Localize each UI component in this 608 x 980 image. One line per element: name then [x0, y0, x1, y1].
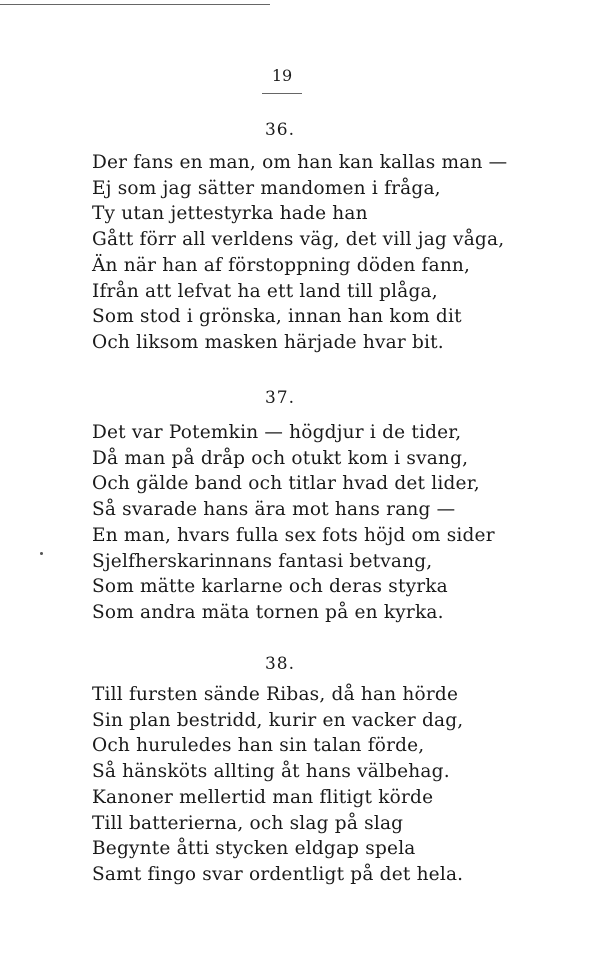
verse-line: En man, hvars fulla sex fots höjd om sider [92, 524, 495, 546]
verse-line: Till fursten sände Ribas, då han hörde [92, 684, 459, 705]
page-number: 19 [271, 66, 293, 85]
verse-line: Begynte åtti stycken eldgap spela [92, 838, 416, 860]
verse-line: Det var Potemkin — högdjur i de tider, [92, 422, 462, 443]
verse-line: Ty utan jettestyrka hade han [92, 203, 368, 225]
verse-line: Gått förr all verldens väg, det vill jag våga, [92, 229, 505, 251]
verse-line: Kanoner mellertid man flitigt körde [92, 786, 434, 808]
verse-line: Då man på dråp och otukt kom i svang, [92, 447, 469, 469]
verse-line: Som stod i grönska, innan han kom dit [92, 306, 462, 328]
verse-line: Ej som jag sätter mandomen i fråga, [92, 177, 441, 199]
stanza-number: 37. [264, 388, 296, 408]
verse-line: Som andra mäta tornen på en kyrka. [92, 601, 444, 623]
stanza-number: 36. [264, 120, 296, 140]
verse-line: Som mätte karlarne och deras styrka [92, 576, 448, 598]
verse-line: Till batterierna, och slag på slag [92, 812, 404, 834]
stray-mark [40, 552, 43, 555]
top-rule [0, 4, 270, 5]
stanza [92, 150, 512, 356]
verse-line: Så svarade hans ära mot hans rang — [92, 499, 456, 521]
verse-line: Sin plan bestridd, kurir en vacker dag, [92, 709, 464, 731]
verse-line: Samt fingo svar ordentligt på det hela. [92, 863, 464, 885]
verse-line: Sjelfherskarinnans fantasi betvang, [92, 550, 433, 572]
verse-line: Och gälde band och titlar hvad det lider, [92, 473, 480, 495]
verse-line: Der fans en man, om han kan kallas man — [92, 152, 508, 173]
stanza [92, 420, 512, 626]
stanza [92, 682, 512, 888]
verse-line: Ifrån att lefvat ha ett land till plåga, [92, 280, 438, 302]
verse-line: Så hänsköts allting åt hans välbehag. [92, 761, 450, 783]
verse-line: Och liksom masken härjade hvar bit. [92, 331, 444, 353]
page-number-rule [262, 93, 302, 94]
verse-line: Och huruledes han sin talan förde, [92, 735, 425, 757]
stanza-number: 38. [264, 654, 296, 674]
verse-line: Än när han af förstoppning döden fann, [92, 254, 471, 276]
